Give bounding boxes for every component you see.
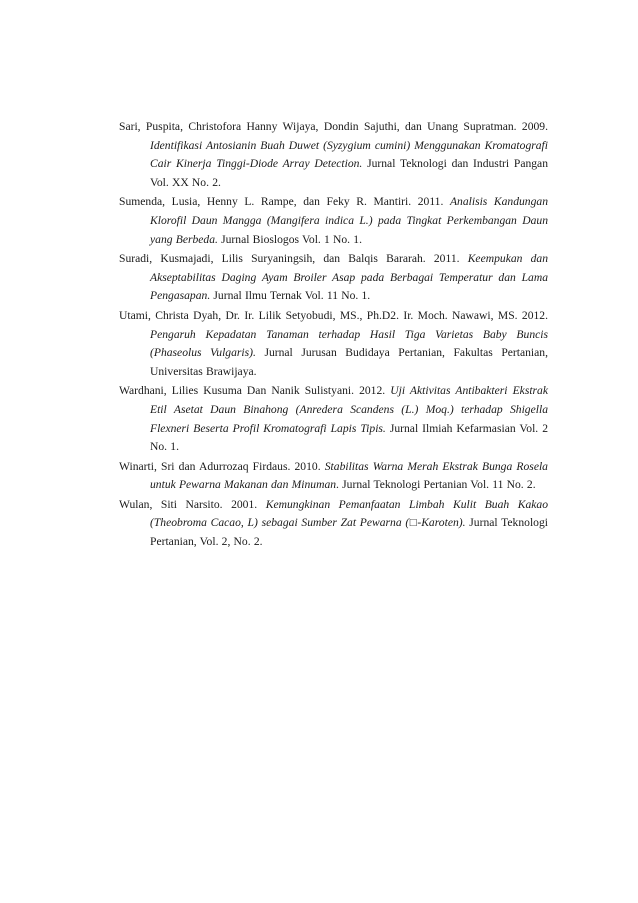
reference-entry [119,307,548,381]
reference-source: . Jurnal Teknologi Pertanian Vol. 11 No. 2. [336,478,536,492]
reference-source: Jurnal Bioslogos Vol. 1 No. 1. [217,232,362,246]
reference-authors-year: Wulan, Siti Narsito. 2001. [119,497,266,511]
reference-source: Jurnal Ilmiah Kefarmasian Vol. 2 No. 1. [150,421,548,454]
reference-entry [119,382,548,456]
reference-source: Jurnal Teknologi Pertanian, Vol. 2, No. 2. [150,516,548,549]
reference-authors-year: Utami, Christa Dyah, Dr. Ir. Lilik Setyobudi, MS., Ph.D2. Ir. Moch. Nawawi, MS. 2012. [119,308,548,322]
reference-source: Jurnal Ilmu Ternak Vol. 11 No. 1. [210,289,371,303]
reference-title: Kemungkinan Pemanfaatan Limbah Kulit Buah Kakao (Theobroma Cacao, L) sebagai Sumber Zat Pewarna (□-Karoten). [150,497,548,530]
reference-entry [119,193,548,249]
reference-source: Jurnal Teknologi dan Industri Pangan Vol. XX No. 2. [150,157,549,189]
reference-title: Keempukan dan Akseptabilitas Daging Ayam Broiler Asap pada Berbagai Temperatur dan Lama Pengasapan. [150,252,549,303]
reference-authors-year: Winarti, Sri dan Adurrozaq Firdaus. 2010. [119,459,325,473]
reference-authors-year: Sari, Puspita, Christofora Hanny Wijaya, Dondin Sajuthi, dan Unang Supratman. 2009. [119,120,548,133]
reference-title: Identifikasi Antosianin Buah Duwet (Syzygium cumini) Menggunakan Kromatografi Cair Kinerja Tinggi-Diode Array Detection. [150,138,548,171]
reference-entry [119,118,548,192]
reference-entry [119,458,548,495]
reference-title: Stabilitas Warna Merah Ekstrak Bunga Rosela untuk Pewarna Makanan dan Minuman [150,459,548,492]
reference-entry [119,496,548,552]
reference-authors-year: Sumenda, Lusia, Henny L. Rampe, dan Feky R. Mantiri. 2011. [119,195,450,209]
reference-list [119,118,548,553]
reference-source: Jurnal Jurusan Budidaya Pertanian, Fakultas Pertanian, Universitas Brawijaya. [150,346,548,378]
reference-entry [119,250,548,306]
reference-authors-year: Suradi, Kusmajadi, Lilis Suryaningsih, dan Balqis Bararah. 2011. [119,252,468,266]
reference-title: Analisis Kandungan Klorofil Daun Mangga (Mangifera indica L.) pada Tingkat Perkembangan Daun yang Berbeda. [150,195,548,246]
reference-title: Uji Aktivitas Antibakteri Ekstrak Etil Asetat Daun Binahong (Anredera Scandens (L.) Moq.) terhadap Shigella Flexneri Beserta Profil Kromatografi Lapis Tipis. [150,384,549,435]
reference-title: Pengaruh Kepadatan Tanaman terhadap Hasil Tiga Varietas Baby Buncis (Phaseolus Vulgaris). [150,327,548,360]
reference-authors-year: Wardhani, Lilies Kusuma Dan Nanik Sulistyani. 2012. [119,384,391,398]
